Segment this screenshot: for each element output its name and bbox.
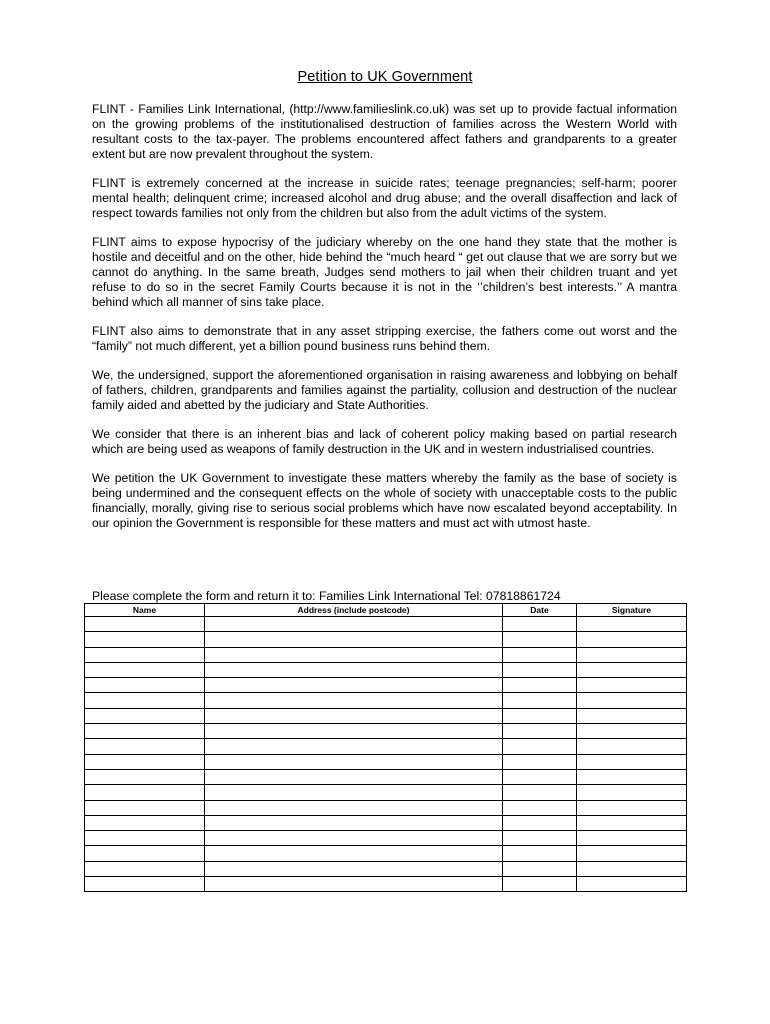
signature-cell[interactable] [577, 739, 687, 754]
signature-cell[interactable] [577, 831, 687, 846]
name-cell[interactable] [85, 678, 205, 693]
name-cell[interactable] [85, 724, 205, 739]
name-cell[interactable] [85, 662, 205, 677]
date-cell[interactable] [503, 693, 577, 708]
date-cell[interactable] [503, 708, 577, 723]
address-cell[interactable] [205, 678, 503, 693]
signature-cell[interactable] [577, 647, 687, 662]
table-row [85, 769, 687, 784]
signature-cell[interactable] [577, 877, 687, 892]
table-row [85, 662, 687, 677]
name-cell[interactable] [85, 861, 205, 876]
name-cell[interactable] [85, 831, 205, 846]
table-row [85, 678, 687, 693]
name-cell[interactable] [85, 708, 205, 723]
date-cell[interactable] [503, 724, 577, 739]
table-row [85, 800, 687, 815]
address-cell[interactable] [205, 632, 503, 647]
date-cell[interactable] [503, 632, 577, 647]
date-cell[interactable] [503, 846, 577, 861]
date-cell[interactable] [503, 861, 577, 876]
address-cell[interactable] [205, 724, 503, 739]
column-header-name: Name [85, 604, 205, 617]
date-cell[interactable] [503, 662, 577, 677]
date-cell[interactable] [503, 815, 577, 830]
signature-table-header [85, 604, 687, 617]
paragraph-support: We, the undersigned, support the aforementioned organisation in raising awareness and lobbying on behalf of fathers, children, grandparents and families against the partiality, collusion and destruction of the nuclear family aided and abetted by the judiciary and State Authorities. [92, 368, 677, 412]
paragraph-intro: FLINT - Families Link International, (http://www.familieslink.co.uk) was set up to provide factual information on the growing problems of the institutionalised destruction of families across the Western World with resultant costs to the tax-payer. The problems encountered affect fathers and grandparents to a greater extent but are now prevalent throughout the system. [92, 102, 677, 161]
page-title: Petition to UK Government [297, 69, 473, 85]
address-cell[interactable] [205, 831, 503, 846]
table-row [85, 617, 687, 632]
table-row [85, 724, 687, 739]
name-cell[interactable] [85, 647, 205, 662]
table-row [85, 754, 687, 769]
table-row [85, 632, 687, 647]
signature-cell[interactable] [577, 861, 687, 876]
signature-cell[interactable] [577, 846, 687, 861]
table-row [85, 877, 687, 892]
date-cell[interactable] [503, 678, 577, 693]
address-cell[interactable] [205, 693, 503, 708]
column-header-address: Address (include postcode) [205, 604, 503, 617]
table-row [85, 861, 687, 876]
address-cell[interactable] [205, 769, 503, 784]
return-instructions: Please complete the form and return it to: Families Link International Tel: 07818861724 [92, 589, 561, 603]
signature-cell[interactable] [577, 754, 687, 769]
signature-cell[interactable] [577, 693, 687, 708]
signature-cell[interactable] [577, 769, 687, 784]
address-cell[interactable] [205, 662, 503, 677]
signature-cell[interactable] [577, 800, 687, 815]
address-cell[interactable] [205, 785, 503, 800]
table-row [85, 785, 687, 800]
date-cell[interactable] [503, 800, 577, 815]
address-cell[interactable] [205, 754, 503, 769]
address-cell[interactable] [205, 800, 503, 815]
table-row [85, 831, 687, 846]
date-cell[interactable] [503, 831, 577, 846]
date-cell[interactable] [503, 739, 577, 754]
signature-cell[interactable] [577, 632, 687, 647]
signature-table [84, 603, 687, 892]
address-cell[interactable] [205, 739, 503, 754]
address-cell[interactable] [205, 617, 503, 632]
date-cell[interactable] [503, 617, 577, 632]
date-cell[interactable] [503, 877, 577, 892]
address-cell[interactable] [205, 846, 503, 861]
address-cell[interactable] [205, 861, 503, 876]
table-row [85, 693, 687, 708]
table-row [85, 846, 687, 861]
table-row [85, 739, 687, 754]
signature-table-body [85, 617, 687, 892]
paragraph-bias: We consider that there is an inherent bias and lack of coherent policy making based on partial research which are being used as weapons of family destruction in the UK and in western industrialised countries. [92, 427, 677, 456]
address-cell[interactable] [205, 877, 503, 892]
name-cell[interactable] [85, 877, 205, 892]
petition-body [92, 102, 677, 545]
date-cell[interactable] [503, 769, 577, 784]
name-cell[interactable] [85, 693, 205, 708]
signature-cell[interactable] [577, 662, 687, 677]
signature-cell[interactable] [577, 785, 687, 800]
name-cell[interactable] [85, 846, 205, 861]
paragraph-petition: We petition the UK Government to investigate these matters whereby the family as the base of society is being undermined and the consequent effects on the whole of society with unacceptable costs to the public financially, morally, giving rise to serious social problems which have now escalated beyond acceptability. In our opinion the Government is responsible for these matters and must act with utmost haste. [92, 471, 677, 530]
paragraph-hypocrisy: FLINT aims to expose hypocrisy of the judiciary whereby on the one hand they state that the mother is hostile and deceitful and on the other, hide behind the “much heard “ get out clause that we are sorry but we cannot do anything. In the same breath, Judges send mothers to jail when their children truant and yet refuse to do so in the secret Family Courts because it is not in the ‘’children’s best interests.’’ A mantra behind which all manner of sins take place. [92, 235, 677, 309]
table-row [85, 708, 687, 723]
address-cell[interactable] [205, 708, 503, 723]
paragraph-concerns: FLINT is extremely concerned at the increase in suicide rates; teenage pregnancies; self-harm; poorer mental health; delinquent crime; increased alcohol and drug abuse; and the overall disaffection and lack of respect towards families not only from the children but also from the adult victims of the system. [92, 176, 677, 220]
name-cell[interactable] [85, 739, 205, 754]
date-cell[interactable] [503, 754, 577, 769]
name-cell[interactable] [85, 754, 205, 769]
column-header-date: Date [503, 604, 577, 617]
signature-cell[interactable] [577, 678, 687, 693]
table-row [85, 815, 687, 830]
name-cell[interactable] [85, 769, 205, 784]
address-cell[interactable] [205, 647, 503, 662]
address-cell[interactable] [205, 815, 503, 830]
signature-cell[interactable] [577, 617, 687, 632]
date-cell[interactable] [503, 785, 577, 800]
signature-cell[interactable] [577, 724, 687, 739]
table-row [85, 647, 687, 662]
name-cell[interactable] [85, 632, 205, 647]
date-cell[interactable] [503, 647, 577, 662]
column-header-signature: Signature [577, 604, 687, 617]
name-cell[interactable] [85, 815, 205, 830]
name-cell[interactable] [85, 617, 205, 632]
signature-cell[interactable] [577, 815, 687, 830]
signature-cell[interactable] [577, 708, 687, 723]
name-cell[interactable] [85, 800, 205, 815]
paragraph-asset-stripping: FLINT also aims to demonstrate that in any asset stripping exercise, the fathers come out worst and the “family” not much different, yet a billion pound business runs behind them. [92, 324, 677, 353]
name-cell[interactable] [85, 785, 205, 800]
